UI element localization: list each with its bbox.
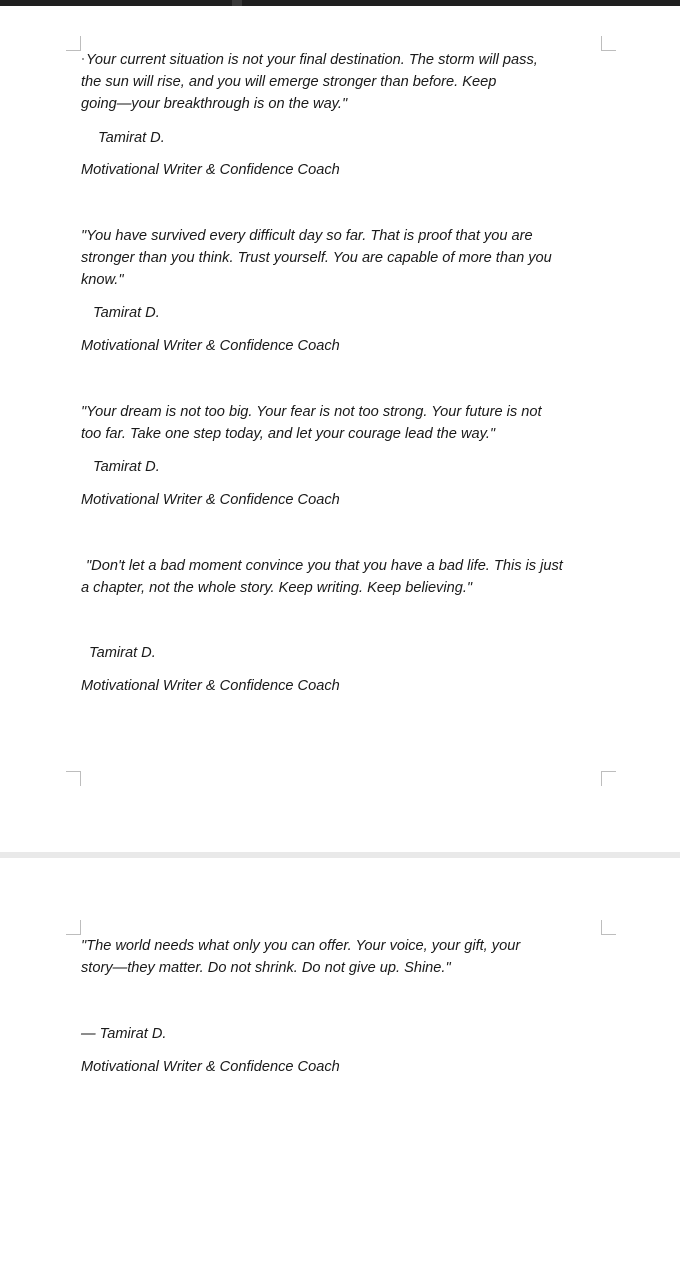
quote-2-line-3: know.": [81, 272, 124, 288]
document-page-2[interactable]: [0, 858, 680, 1282]
margin-corner-top-left: [66, 920, 81, 935]
quote-2-line-1: "You have survived every difficult day so far. That is proof that you are: [81, 228, 533, 244]
quote-5-author: — Tamirat D.: [81, 1026, 167, 1042]
margin-corner-top-right: [601, 36, 616, 51]
quote-3-author: Tamirat D.: [93, 459, 160, 475]
margin-corner-bottom-left: [66, 771, 81, 786]
quote-4-line-1: "Don't let a bad moment convince you that you have a bad life. This is just: [86, 558, 563, 574]
quote-2-role: Motivational Writer & Confidence Coach: [81, 338, 340, 354]
document-page-1[interactable]: [0, 6, 680, 852]
quote-2-author: Tamirat D.: [93, 305, 160, 321]
quote-2-line-2: stronger than you think. Trust yourself. You are capable of more than you: [81, 250, 552, 266]
margin-corner-top-left: [66, 36, 81, 51]
quote-4-role: Motivational Writer & Confidence Coach: [81, 678, 340, 694]
quote-1-line-1: Your current situation is not your final destination. The storm will pass,: [86, 52, 538, 68]
quote-4-author: Tamirat D.: [89, 645, 156, 661]
quote-3-role: Motivational Writer & Confidence Coach: [81, 492, 340, 508]
quote-1-author: Tamirat D.: [98, 130, 165, 146]
text-cursor-mark: [82, 58, 84, 60]
quote-5-line-2: story—they matter. Do not shrink. Do not give up. Shine.": [81, 960, 451, 976]
quote-1-line-3: going—your breakthrough is on the way.": [81, 96, 348, 112]
quote-4-line-2: a chapter, not the whole story. Keep writing. Keep believing.": [81, 580, 473, 596]
quote-5-role: Motivational Writer & Confidence Coach: [81, 1059, 340, 1075]
margin-corner-top-right: [601, 920, 616, 935]
margin-corner-bottom-right: [601, 771, 616, 786]
quote-1-line-2: the sun will rise, and you will emerge stronger than before. Keep: [81, 74, 497, 90]
quote-1-role: Motivational Writer & Confidence Coach: [81, 162, 340, 178]
quote-3-line-1: "Your dream is not too big. Your fear is not too strong. Your future is not: [81, 404, 542, 420]
quote-5-line-1: "The world needs what only you can offer. Your voice, your gift, your: [81, 938, 521, 954]
quote-3-line-2: too far. Take one step today, and let your courage lead the way.": [81, 426, 496, 442]
